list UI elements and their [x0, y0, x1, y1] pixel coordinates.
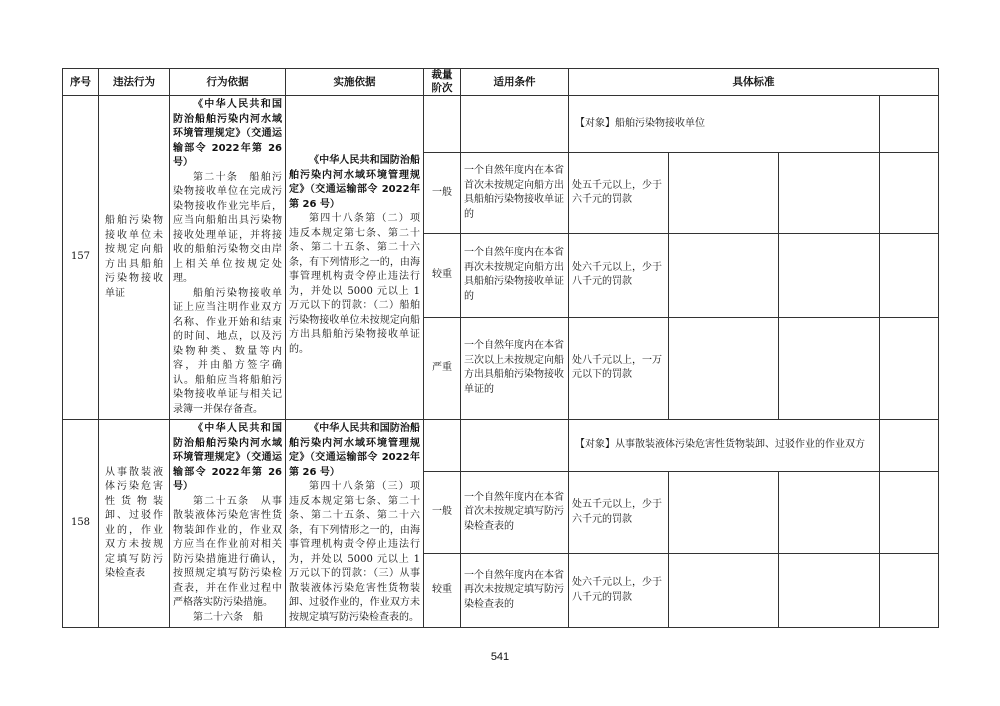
cond-cell: 一个自然年度内在本省再次未按规定向船方出具船舶污染物接收单证的	[461, 233, 569, 317]
level-empty	[424, 96, 461, 153]
header-level: 裁量阶次	[424, 69, 461, 96]
level-empty	[424, 420, 461, 472]
impl-article: 第四十八条第（二）项 违反本规定第七条、第二十条、第二十五条、第二十六条，有下列情形之一的，由海事管理机构责令停止违法行为，并处以 5000 元以上 1 万元以下的罚款：（二）船舶污染物接收单位未按规定向船方出具船舶污染物接收单证的。	[289, 213, 420, 355]
impl-law-title: 《中华人民共和国防治船舶污染内河水域环境管理规定》（交通运输部令 2022年第 26 号）	[289, 423, 420, 478]
level-cell: 严重	[424, 317, 461, 419]
level-cell: 较重	[424, 233, 461, 317]
extra-empty	[880, 420, 939, 472]
header-cond: 适用条件	[461, 69, 569, 96]
basis-law-title: 《中华人民共和国防治船舶污染内河水域环境管理规定》（交通运输部令 2022年第 26 号）	[173, 423, 282, 492]
impl-cell	[286, 420, 424, 628]
header-seq: 序号	[63, 69, 99, 96]
level-cell: 一般	[424, 153, 461, 233]
level-cell: 一般	[424, 472, 461, 554]
header-standard: 具体标准	[569, 69, 939, 96]
object-cell: 【对象】从事散装液体污染危害性货物装卸、过驳作业的作业双方	[569, 420, 880, 472]
violation-cell: 从事散装液体污染危害性货物装卸、过驳作业的，作业双方未按规定填写防污染检查表	[99, 420, 170, 628]
basis-cell	[170, 420, 286, 628]
cond-cell: 一个自然年度内在本省再次未按规定填写防污染检查表的	[461, 554, 569, 628]
cond-empty	[461, 420, 569, 472]
page-number: 541	[490, 651, 510, 663]
table-row	[63, 96, 939, 153]
impl-article: 第四十八条第（三）项 违反本规定第七条、第二十条、第二十五条、第二十六条，有下列情形之一的，由海事管理机构责令停止违法行为，并处以 5000 元以上 1 万元以下的罚款：（三）从事散装液体污染危害性货物装卸、过驳作业的，作业双方未按规定填写防污染检查表的。	[289, 481, 420, 623]
cond-cell: 一个自然年度内在本省三次以上未按规定向船方出具船舶污染物接收单证的	[461, 317, 569, 419]
extra-empty	[880, 96, 939, 153]
violation-cell: 船舶污染物接收单位未按规定向船方出具船舶污染物接收单证	[99, 96, 170, 420]
basis-article: 船舶污染物接收单证上应当注明作业双方名称、作业开始和结束的时间、地点，以及污染物种类、数量等内容，并由船方签字确认。船舶应当将船舶污染物接收单证与相关记录簿一并保存备查。	[173, 287, 282, 415]
impl-cell	[286, 96, 424, 420]
penalty-standard-table	[62, 68, 939, 628]
header-impl: 实施依据	[286, 69, 424, 96]
basis-article: 第二十六条 船	[193, 611, 263, 623]
basis-article: 第二十五条 从事散装液体污染危害性货物装卸作业的，作业双方应当在作业前对相关防污染措施进行确认，按照规定填写防污染检查表，并在作业过程中严格落实防污染措施。	[173, 495, 282, 608]
basis-article: 第二十条 船舶污染物接收单位在完成污染物接收作业完毕后，应当向船舶出具污染物接收处理单证，并将接收的船舶污染物交由岸上相关单位按规定处理。	[173, 171, 282, 284]
basis-cell	[170, 96, 286, 420]
standard-cell: 处八千元以上，一万元以下的罚款	[569, 317, 669, 419]
table-row	[63, 420, 939, 472]
standard-cell: 处六千元以上，少于八千元的罚款	[569, 554, 669, 628]
basis-law-title: 《中华人民共和国防治船舶污染内河水域环境管理规定》（交通运输部令 2022年第 26 号）	[173, 99, 282, 168]
cond-cell: 一个自然年度内在本省首次未按规定填写防污染检查表的	[461, 472, 569, 554]
standard-cell: 处六千元以上，少于八千元的罚款	[569, 233, 669, 317]
cond-cell: 一个自然年度内在本省首次未按规定向船方出具船舶污染物接收单证的	[461, 153, 569, 233]
standard-cell: 处五千元以上，少于六千元的罚款	[569, 153, 669, 233]
standard-cell: 处五千元以上，少于六千元的罚款	[569, 472, 669, 554]
seq-cell: 158	[63, 420, 99, 628]
cond-empty	[461, 96, 569, 153]
header-basis: 行为依据	[170, 69, 286, 96]
level-cell: 较重	[424, 554, 461, 628]
impl-law-title: 《中华人民共和国防治船舶污染内河水域环境管理规定》（交通运输部令 2022年第 26 号）	[289, 155, 420, 210]
header-violation: 违法行为	[99, 69, 170, 96]
seq-cell: 157	[63, 96, 99, 420]
object-cell: 【对象】船舶污染物接收单位	[569, 96, 880, 153]
header-row	[63, 69, 939, 96]
